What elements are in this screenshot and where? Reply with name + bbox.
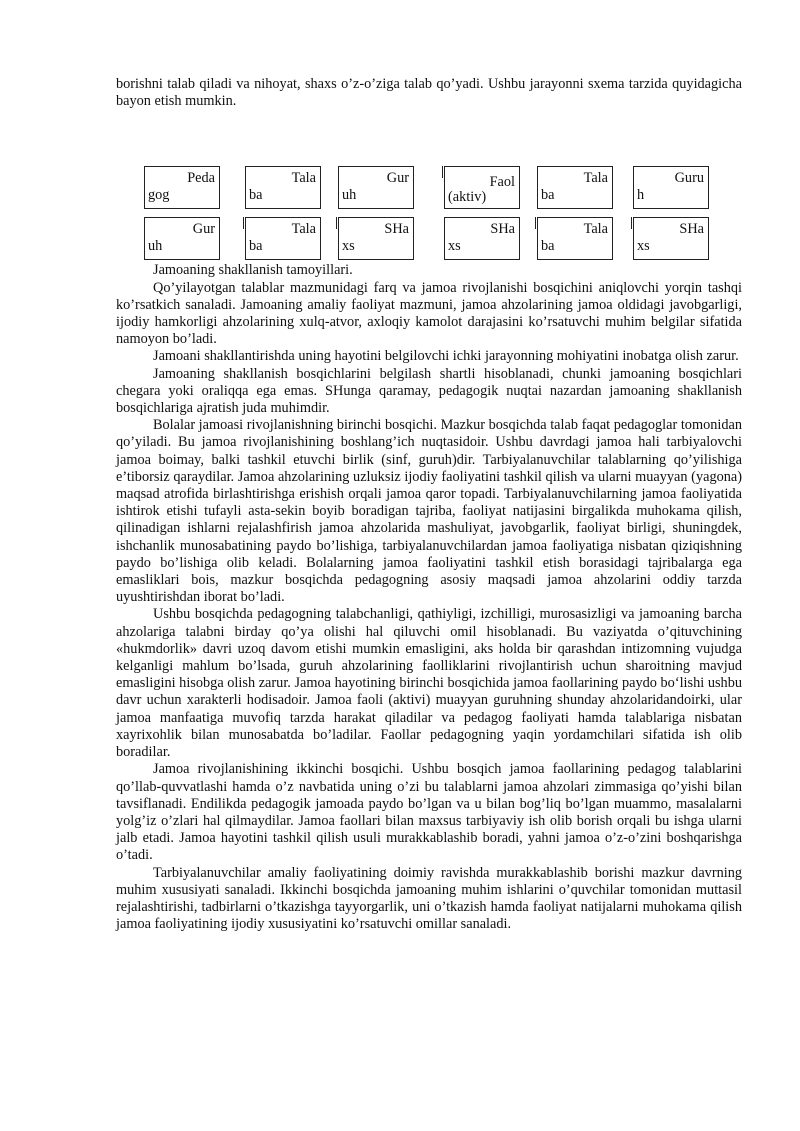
body-paragraph: Qo’yilayotgan talablar mazmunidagi farq va jamoa rivojlanishi bosqichini aniqlovchi yorqin tashqi ko’rsatkich sanaladi. Jamoaning amaliy faoliyat mazmuni, jamoa ahzolarining jamoa oldidagi javobgarligi, ijodiy hamkorligi ahzolarining xulq-atvor, axloqiy kamolot darajasini ko’rsatuvchi muhim belgilar sifatida namoyon bo’ladi. <box>116 279 742 348</box>
document-page <box>116 76 742 933</box>
scheme-box <box>245 166 321 209</box>
connector-line <box>442 166 443 178</box>
body-paragraph: Tarbiyalanuvchilar amaliy faoliyatining doimiy ravishda murakkablashib borishi mazkur davrning muhim xususiyati sanaladi. Ikkinchi bosqichda jamoaning muhim ishlarini o’quvchilar tomonidan muttasil rejalashtirishi, tadbirlarni o’tkazishga tayyorgarlik, uni o’tkazish hamda faoliyat natijalarni muhokama qilish jamoa faoliyatining ijodiy xususiyatini ko’rsatuvchi omillar sanaladi. <box>116 864 742 933</box>
scheme-box <box>444 166 520 209</box>
scheme-box <box>144 166 220 209</box>
body-paragraph: Bolalar jamoasi rivojlanishning birinchi bosqichi. Mazkur bosqichda talab faqat pedagoglar tomonidan qo’yiladi. Bu jamoa rivojlanishining boshlang’ich nuqtasidoir. Ushbu davrdagi jamoa hali tarbiyalovchi jamoa boimay, balki tashkil etuvchi birlik (sinf, guruh)dir. Tarbiyalanuvchilar talablarning qo’yilishiga e’tiborsiz qaraydilar. Jamoa ahzolarining uzluksiz ijodiy faoliyatini tashkil qilish va ularni muayyan (yagona) maqsad atrofida birlashtirishga erishish orqali jamoa qaror topadi. Tarbiyalanuvchilarning jamoa faoliyatida ishtirok etishi tufayli asta-sekin boyib boradigan tajriba, faoliyat natijasini birgalikda muhokama qilish, qilinadigan ishlarni rejalashfirish jamoa ahzolarida mashuliyat, javobgarlik, faoliyat birligi, shuningdek, ishchanlik munosabatining paydo bo’lishiga, tarbiyalanuvchilardan jamoa faoliyatiga nisbatan qiziqishning paydo bo’lishiga olib keladi. Bolalarning jamoa faoliyatini tashkil etish borasidagi tajribalarga ega emasliklari bois, mazkur bosqichda pedagogning asosiy maqsadi jamoa ahzolarini oddiy tarzda uyushtirishdan iborat bo’ladi. <box>116 417 742 606</box>
scheme-box-label: SHa <box>490 221 515 238</box>
body-paragraph: Jamoani shakllantirishda uning hayotini belgilovchi ichki jarayonning mohiyatini inobatga olish zarur. <box>153 348 739 365</box>
scheme-diagram <box>116 110 742 262</box>
scheme-box <box>537 166 613 209</box>
scheme-box-label: Guru <box>674 170 704 187</box>
scheme-box <box>245 217 321 260</box>
connector-line <box>336 217 337 229</box>
connector-line <box>243 217 244 229</box>
scheme-box <box>444 217 520 260</box>
scheme-box-label: uh <box>342 187 357 204</box>
body-paragraph: Jamoaning shakllanish bosqichlarini belgilash shartli hisoblanadi, chunki jamoaning bosqichlari chegara yoki oraliqqa ega emas. SHunga qaramay, pedagogik nuqtai nazardan jamoaning shakllanish bosqichlariga ajratish juda muhimdir. <box>116 365 742 417</box>
scheme-box-label: gog <box>148 187 170 204</box>
scheme-box-label: Gur <box>386 170 409 187</box>
connector-line <box>631 217 632 229</box>
scheme-box-label: SHa <box>679 221 704 238</box>
scheme-box-label: xs <box>448 238 461 255</box>
connector-line <box>535 217 536 229</box>
scheme-box-label: Tala <box>291 170 316 187</box>
intro-paragraph: borishni talab qiladi va nihoyat, shaxs o’z-o’ziga talab qo’yadi. Ushbu jarayonni sxema tarzida quyidagicha bayon etish mumkin. <box>116 76 742 110</box>
scheme-box-label: ba <box>541 187 555 204</box>
scheme-box-label: Tala <box>583 221 608 238</box>
scheme-box <box>338 217 414 260</box>
scheme-box <box>633 166 709 209</box>
scheme-box-label: xs <box>637 238 650 255</box>
scheme-box-label: Tala <box>583 170 608 187</box>
scheme-box-label: ba <box>249 187 263 204</box>
body-paragraph: Jamoa rivojlanishining ikkinchi bosqichi. Ushbu bosqich jamoa faollarining pedagog talablarini qo’llab-quvvatlashi hamda o’z navbatida uning o’zi bu talablarni jamoa ahzolari zimmasiga qo’yishi bilan tavsiflanadi. Endilikda pedagogik jamoada paydo bo’lgan va u bilan bog’liq bo’lgan muammo, masalalarni yolg’iz o’zlari hal qilmaydilar. Jamoa faollari bilan maxsus tarbiyaviy ish olib borish orqali bu ishga ularni jalb etadi. Jamoa hayotini tashkil qilish usuli murakkablashib boradi, yahni jamoa o’z-o’zini boshqarishga o’tadi. <box>116 761 742 864</box>
section-heading: Jamoaning shakllanish tamoyillari. <box>153 262 353 279</box>
scheme-box <box>338 166 414 209</box>
scheme-box <box>144 217 220 260</box>
scheme-box <box>537 217 613 260</box>
scheme-box-label: ba <box>541 238 555 255</box>
scheme-box-label: Peda <box>187 170 215 187</box>
scheme-box-label: xs <box>342 238 355 255</box>
scheme-box <box>633 217 709 260</box>
scheme-box-label: SHa <box>384 221 409 238</box>
scheme-box-label: uh <box>148 238 163 255</box>
scheme-box-label: Tala <box>291 221 316 238</box>
scheme-box-label: Faol <box>489 174 515 191</box>
scheme-box-label: Gur <box>192 221 215 238</box>
scheme-box-label: ba <box>249 238 263 255</box>
body-paragraph: Ushbu bosqichda pedagogning talabchanligi, qathiyligi, izchilligi, murosasizligi va jamoaning barcha ahzolariga talabni birday qo’ya olishi hal qiluvchi omil hisoblanadi. Bu vaziyatda o’qituvchining «hukmdorlik» davri uzoq davom etishi mumkin emasligini, aks holda bir qarashdan intizomning vujudga kelganligi mahlum bo’lsada, guruh ahzolarining faolliklarini rivojlantirish uchun sharoitning mavjud emasligini hisobga olish zarur. Jamoa hayotining birinchi bosqichida jamoa faollarining paydo bo‘lishi ushbu davr uchun xarakterli hodisadoir. Jamoa faoli (aktivi) muayyan guruhning shunday ahzolaridandoirki, ular jamoa manfaatiga muvofiq tarzda harakat qiladilar va pedagog faoliyati hamda talablariga nisbatan xayrixohlik bilan munosabatda bo’ladilar. Faollar pedagogning yaqin yordamchilari sifatida ish olib boradilar. <box>116 606 742 761</box>
scheme-box-label: h <box>637 187 645 204</box>
scheme-box-label: (aktiv) <box>448 189 487 206</box>
